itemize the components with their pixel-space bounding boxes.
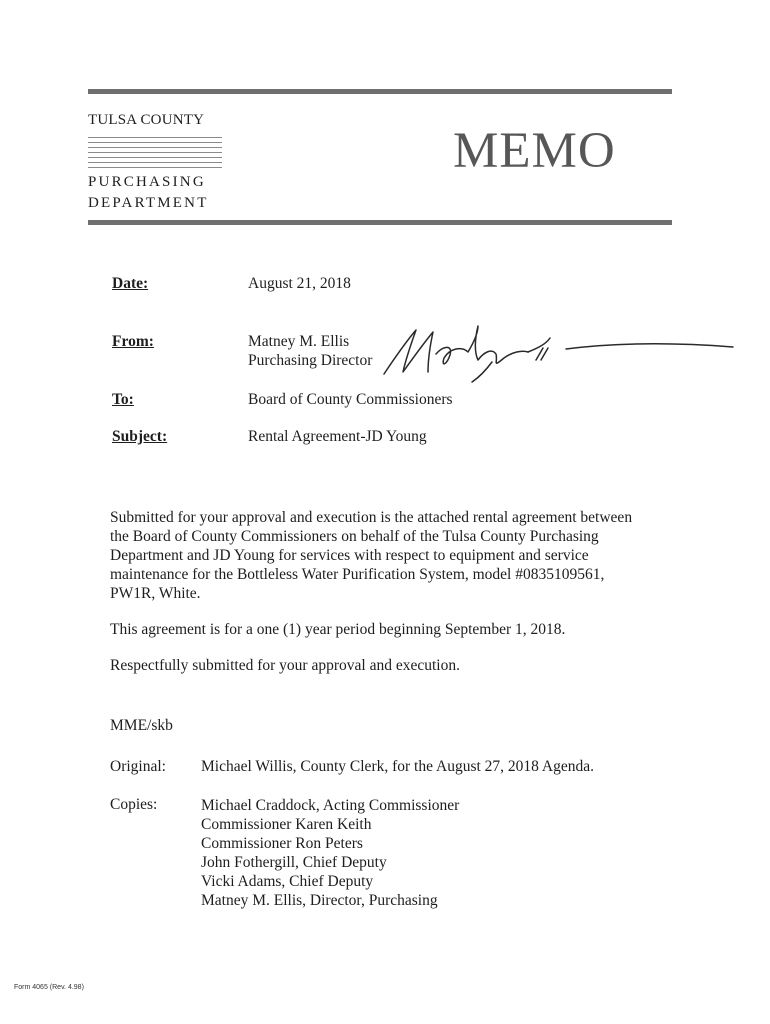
from-label: From: bbox=[112, 333, 154, 350]
department-name-line1: PURCHASING bbox=[88, 174, 206, 190]
copies-item: Commissioner Karen Keith bbox=[201, 816, 372, 833]
original-label: Original: bbox=[110, 758, 166, 775]
subject-label: Subject: bbox=[112, 428, 168, 445]
form-number: Form 4065 (Rev. 4.98) bbox=[14, 984, 84, 991]
signature bbox=[378, 322, 738, 384]
from-name: Matney M. Ellis bbox=[248, 333, 350, 350]
date-label: Date: bbox=[112, 275, 149, 292]
initials: MME/skb bbox=[110, 717, 173, 734]
subject-value: Rental Agreement-JD Young bbox=[248, 428, 427, 445]
to-value: Board of County Commissioners bbox=[248, 391, 453, 408]
date-value: August 21, 2018 bbox=[248, 275, 351, 292]
memo-body bbox=[110, 508, 650, 675]
header-bottom-rule bbox=[88, 220, 672, 225]
department-name-line2: DEPARTMENT bbox=[88, 195, 209, 211]
copies-item: John Fothergill, Chief Deputy bbox=[201, 854, 387, 871]
letterhead-stripes bbox=[88, 137, 222, 168]
body-paragraph-2: This agreement is for a one (1) year period beginning September 1, 2018. bbox=[110, 621, 566, 638]
header-top-rule bbox=[88, 89, 672, 94]
original-value: Michael Willis, County Clerk, for the August 27, 2018 Agenda. bbox=[201, 758, 595, 775]
copies-item: Commissioner Ron Peters bbox=[201, 835, 363, 852]
copies-label: Copies: bbox=[110, 796, 158, 813]
copies-item: Michael Craddock, Acting Commissioner bbox=[201, 797, 460, 814]
copies-item: Vicki Adams, Chief Deputy bbox=[201, 873, 374, 890]
from-title: Purchasing Director bbox=[248, 352, 373, 369]
to-label: To: bbox=[112, 391, 134, 408]
county-name: TULSA COUNTY bbox=[88, 112, 205, 128]
memo-title: MEMO bbox=[453, 123, 616, 179]
body-paragraph-3: Respectfully submitted for your approval and execution. bbox=[110, 657, 460, 674]
copies-item: Matney M. Ellis, Director, Purchasing bbox=[201, 892, 438, 909]
copies-list bbox=[201, 796, 459, 910]
body-paragraph-1: Submitted for your approval and execution is the attached rental agreement between the Board of County Commissioners on behalf of the Tulsa County Purchasing Department and JD Young for services with respect to equipment and service maintenance for the Bottleless Water Purification System, model #0835109561, PW1R, White. bbox=[110, 509, 633, 602]
